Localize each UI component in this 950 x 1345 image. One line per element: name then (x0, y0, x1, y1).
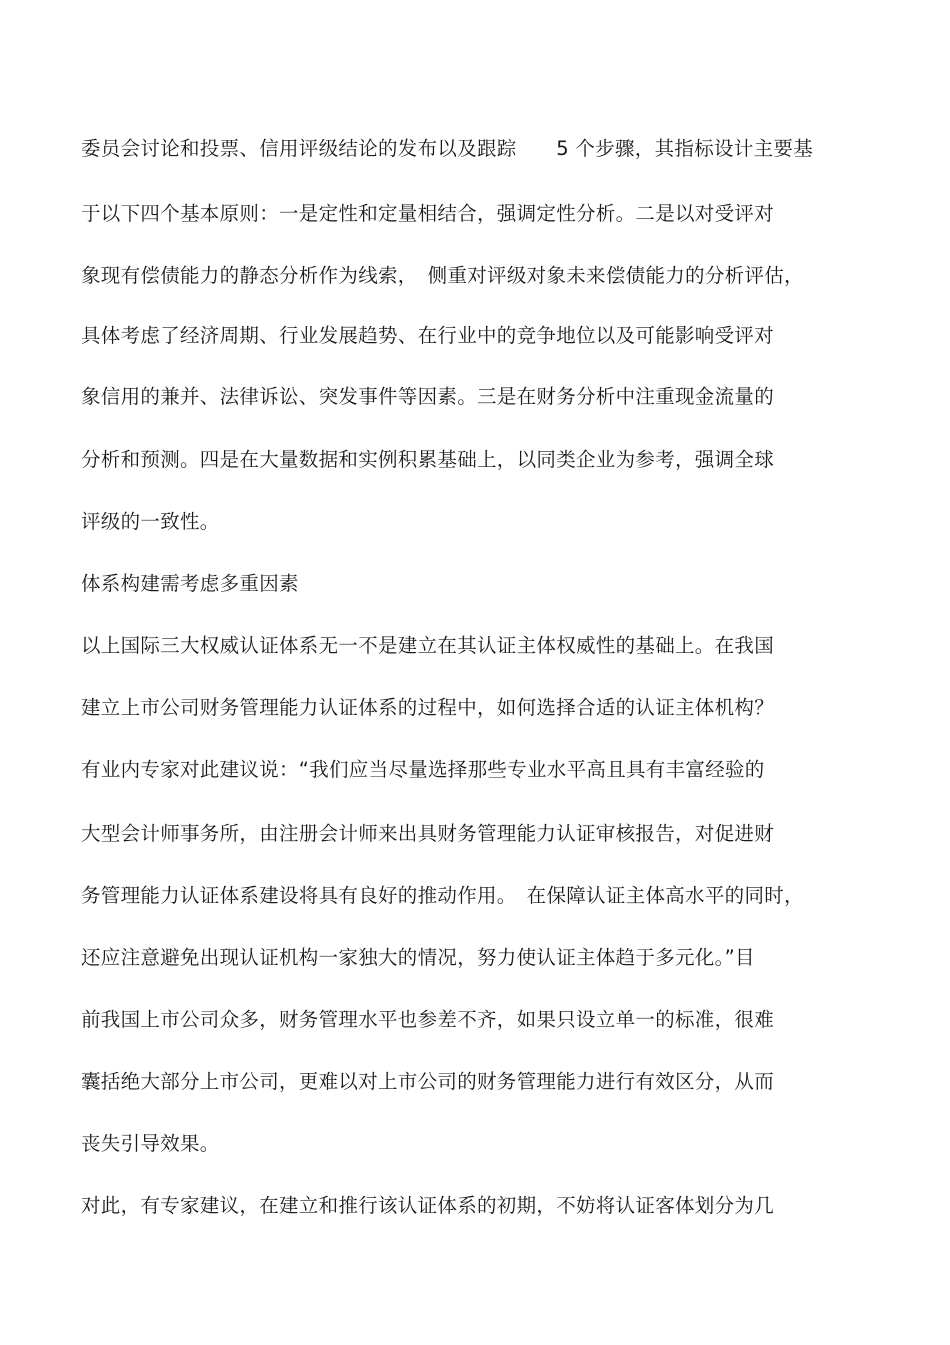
text-line: 具体考虑了经济周期、行业发展趋势、在行业中的竞争地位以及可能影响受评对 (81, 324, 775, 347)
text-line: 囊括绝大部分上市公司，更难以对上市公司的财务管理能力进行有效区分，从而 (81, 1070, 775, 1093)
text-line: 建立上市公司财务管理能力认证体系的过程中，如何选择合适的认证主体机构？ (81, 696, 775, 719)
text-line: 有业内专家对此建议说：“我们应当尽量选择那些专业水平高且具有丰富经验的 (81, 758, 765, 781)
text-line: 丧失引导效果。 (81, 1132, 220, 1155)
text-line: 以上国际三大权威认证体系无一不是建立在其认证主体权威性的基础上。在我国 (81, 634, 775, 657)
text-line: 大型会计师事务所，由注册会计师来出具财务管理能力认证审核报告，对促进财 (81, 822, 775, 845)
text-line: 前我国上市公司众多，财务管理水平也参差不齐，如果只设立单一的标准，很难 (81, 1008, 775, 1031)
text-line: 象现有偿债能力的静态分析作为线索， 侧重对评级对象未来偿债能力的分析评估， (81, 264, 804, 287)
text-line: 评级的一致性。 (81, 510, 220, 533)
text-line: 委员会讨论和投票、信用评级结论的发布以及跟踪 5 个步骤，其指标设计主要基 (81, 137, 814, 160)
section-heading: 体系构建需考虑多重因素 (81, 572, 299, 595)
text-line: 分析和预测。四是在大量数据和实例积累基础上，以同类企业为参考，强调全球 (81, 448, 775, 471)
text-line: 于以下四个基本原则：一是定性和定量相结合，强调定性分析。二是以对受评对 (81, 202, 775, 225)
text-line: 务管理能力认证体系建设将具有良好的推动作用。 在保障认证主体高水平的同时， (81, 884, 804, 907)
text-line: 对此，有专家建议，在建立和推行该认证体系的初期，不妨将认证客体划分为几 (81, 1194, 775, 1217)
text-line: 还应注意避免出现认证机构一家独大的情况，努力使认证主体趋于多元化。”目 (81, 946, 755, 969)
text-line: 象信用的兼并、法律诉讼、突发事件等因素。三是在财务分析中注重现金流量的 (81, 385, 775, 408)
